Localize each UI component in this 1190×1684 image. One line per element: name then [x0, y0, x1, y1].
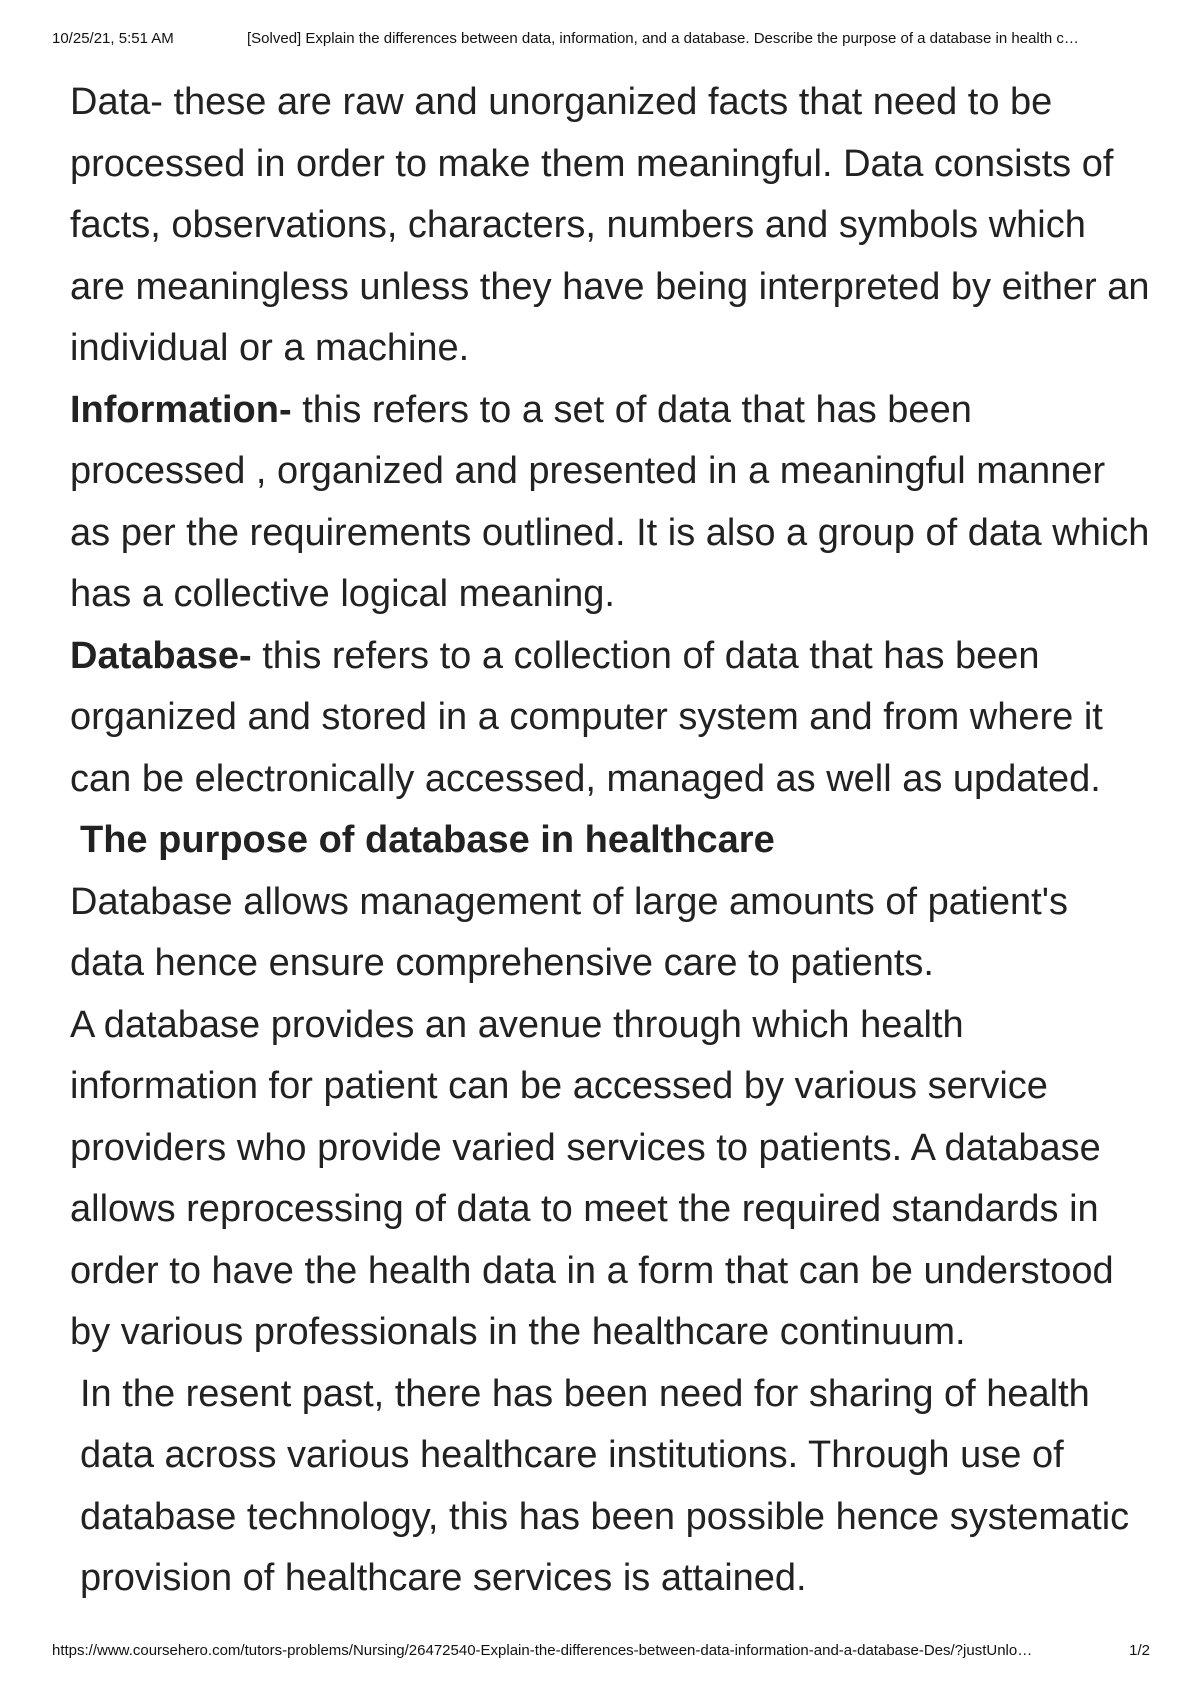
print-header [52, 30, 1150, 50]
information-definition: this refers to a set of data that has been processed , organized and presented in a meaningful manner as per the requirements outlined. It is also a group of data which has a collective logical meaning. [70, 388, 1150, 615]
print-page-title: [Solved] Explain the differences between data, information, and a database. Describe the purpose of a database in health c… [247, 30, 1079, 47]
purpose-paragraph-3: In the resent past, there has been need for sharing of health data across various healthcare institutions. Through use of database technology, this has been possible hence systematic provision of healthcare services is attained. [80, 1372, 1130, 1599]
section-heading: The purpose of database in healthcare [80, 819, 775, 861]
information-definition-paragraph [70, 380, 1150, 626]
purpose-paragraph-2: A database provides an avenue through which health information for patient can be accessed by various service providers who provide varied services to patients. A database allows reprocessing of data to meet the required standards in order to have the health data in a form that can be understood by various professionals in the healthcare continuum. [70, 1003, 1114, 1353]
information-term: Information- [70, 388, 292, 431]
database-definition: this refers to a collection of data that has been organized and stored in a computer system and from where it can be electronically accessed, managed as well as updated. [70, 634, 1103, 800]
database-definition-paragraph [70, 626, 1150, 811]
database-term: Database- [70, 634, 252, 677]
document-body [70, 72, 1150, 1610]
print-url: https://www.coursehero.com/tutors-problems/Nursing/26472540-Explain-the-differences-between-data-information-and-a-database-Des/?justUnlo… [52, 1642, 1033, 1659]
page-number: 1/2 [1129, 1642, 1150, 1659]
data-definition: Data- these are raw and unorganized facts that need to be processed in order to make them meaningful. Data consists of facts, observations, characters, numbers and symbols which are meaningless unless they have being interpreted by either an individual or a machine. [70, 81, 1150, 369]
print-footer [52, 1642, 1150, 1662]
purpose-paragraph-1: Database allows management of large amounts of patient's data hence ensure comprehensive care to patients. [70, 880, 1068, 984]
print-datetime: 10/25/21, 5:51 AM [52, 30, 174, 47]
